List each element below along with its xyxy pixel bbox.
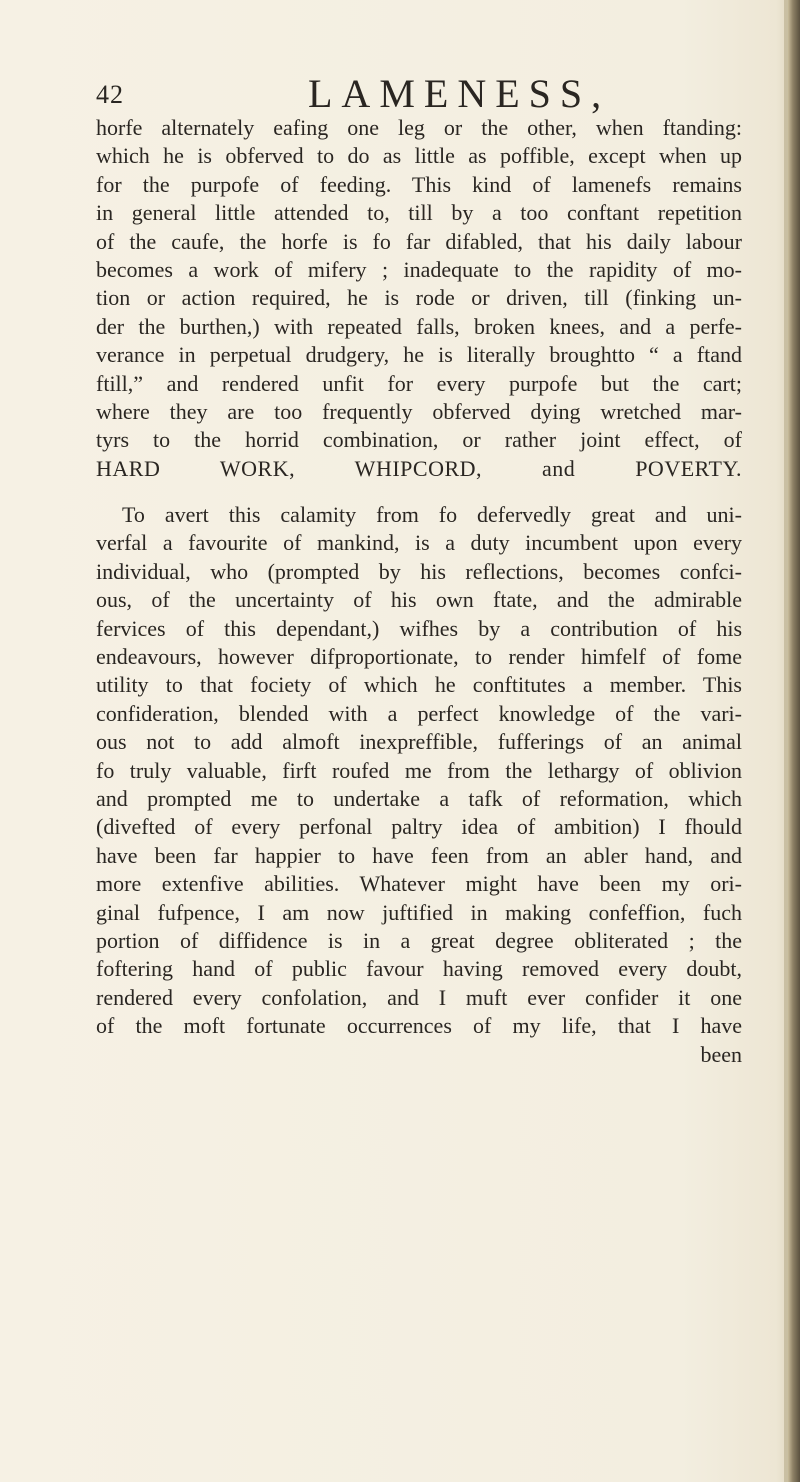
text-line: individual, who (prompted by his reflections, becomes confci- — [96, 558, 742, 584]
paragraph-gap — [96, 483, 742, 501]
text-line: foftering hand of public favour having removed every doubt, — [96, 956, 742, 982]
text-line: der the burthen,) with repeated falls, broken knees, and a perfe- — [96, 313, 742, 339]
text-line: portion of diffidence is in a great degree obliterated ; the — [96, 927, 742, 953]
text-line: of the moft fortunate occurrences of my life, that I have — [96, 1013, 742, 1039]
text-line: have been far happier to have feen from an abler hand, and — [96, 842, 742, 868]
text-line: tion or action required, he is rode or driven, till (finking un- — [96, 285, 742, 311]
text-line: fervices of this dependant,) wifhes by a contribution of his — [96, 615, 742, 641]
text-line: which he is obferved to do as little as poffible, except when up — [96, 143, 742, 169]
text-line: for the purpofe of feeding. This kind of lamenefs remains — [96, 171, 742, 197]
text-line: and prompted me to undertake a tafk of reformation, which — [96, 785, 742, 811]
text-line: To avert this calamity from fo defervedly great and uni- — [122, 502, 742, 528]
text-line: fo truly valuable, firft roufed me from the lethargy of oblivion — [96, 757, 742, 783]
text-line: utility to that fociety of which he conftitutes a member. This — [96, 672, 742, 698]
body-text — [96, 114, 742, 1069]
text-line: of the caufe, the horfe is fo far difabled, that his daily labour — [96, 228, 742, 254]
paragraph-1 — [96, 114, 742, 483]
text-line: confideration, blended with a perfect knowledge of the vari- — [96, 700, 742, 726]
text-line: becomes a work of mifery ; inadequate to the rapidity of mo- — [96, 256, 742, 282]
running-head: LAMENESS, — [308, 71, 611, 116]
text-line: ftill,” and rendered unfit for every purpofe but the cart; — [96, 370, 742, 396]
text-line: horfe alternately eafing one leg or the other, when ftanding: — [96, 115, 742, 140]
catchword: been — [700, 1041, 742, 1067]
text-line: endeavours, however difproportionate, to render himfelf of fome — [96, 644, 742, 670]
text-line: ous not to add almoft inexpreffible, fufferings of an animal — [96, 729, 742, 755]
page-edge — [788, 0, 800, 1482]
text-line: ous, of the uncertainty of his own ftate, and the admirable — [96, 587, 742, 613]
page-number: 42 — [96, 80, 124, 109]
text-line: where they are too frequently obferved dying wretched mar- — [96, 398, 742, 424]
text-line: (divefted of every perfonal paltry idea of ambition) I fhould — [96, 814, 742, 840]
paragraph-2 — [96, 501, 742, 1069]
text-line: verance in perpetual drudgery, he is literally broughtto “ a ftand — [96, 342, 742, 368]
text-line: verfal a favourite of mankind, is a duty incumbent upon every — [96, 530, 742, 556]
text-line: in general little attended to, till by a too conftant repetition — [96, 200, 742, 226]
text-line: HARD WORK, WHIPCORD, and POVERTY. — [96, 455, 742, 481]
text-line: rendered every confolation, and I muft ever confider it one — [96, 984, 742, 1010]
text-line: more extenfive abilities. Whatever might have been my ori- — [96, 871, 742, 897]
text-line: ginal fufpence, I am now juftified in making confeffion, fuch — [96, 899, 742, 925]
text-line: tyrs to the horrid combination, or rather joint effect, of — [96, 427, 742, 453]
